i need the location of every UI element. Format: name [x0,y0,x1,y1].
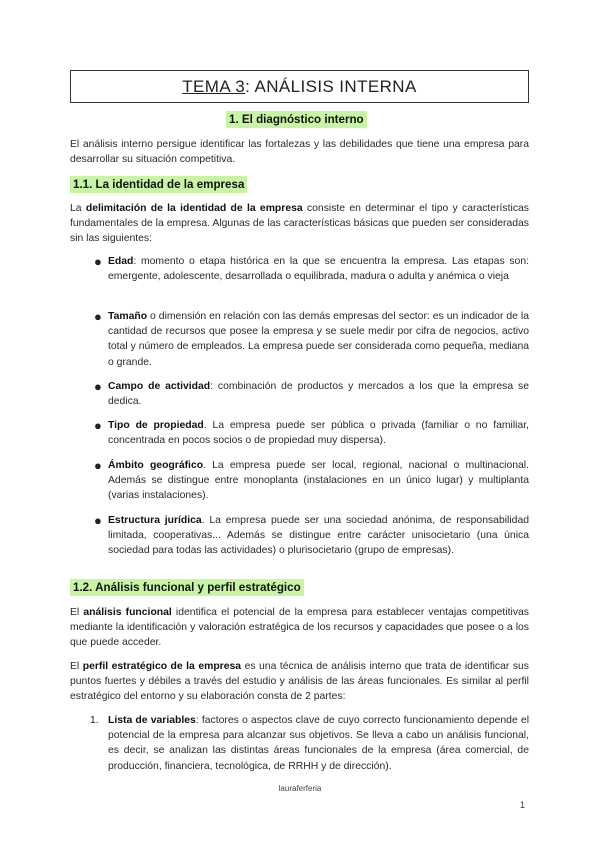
document-title-box [70,70,529,103]
section-1-heading: 1. El diagnóstico interno [226,111,367,128]
page-number: 1 [520,800,526,810]
bullet-dot: ● [94,309,102,324]
title-text: : ANÁLISIS INTERNA [245,76,417,96]
bullet-estructura-juridica: Estructura jurídica. La empresa puede ser una sociedad anónima, de responsabilidad limitada, cooperativas... Además se distingue entre carácter unisocietario (una única sociedad para todas las actividades) o plurisocietario (grupo de empresas). [108,515,530,557]
bullet-edad: Edad: momento o etapa histórica en la que se encuentra la empresa. Las etapas son: emergente, adolescente, desarrollada o equilibrada, madura o adulta y anémica o vieja [108,256,529,283]
section-1-1-heading: 1.1. La identidad de la empresa [70,176,247,193]
section-1-2-heading: 1.2. Análisis funcional y perfil estratégico [70,579,304,596]
bullet-ambito-geografico: Ámbito geográfico. La empresa puede ser local, regional, nacional o multinacional. Además se distingue entre monoplanta (instalaciones en un único lugar) y multiplanta (varias instalaciones). [108,460,529,502]
bullet-dot: ● [94,513,102,528]
list-number: 1. [90,715,99,726]
bullet-dot: ● [94,458,102,473]
bullet-dot: ● [94,379,102,394]
bullet-dot: ● [94,254,102,269]
title-topic: TEMA 3 [182,76,246,96]
bullet-campo-actividad: Campo de actividad: combinación de productos y mercados a los que la empresa se dedica. [108,381,529,408]
bullet-dot: ● [94,418,102,433]
section-1-paragraph: El análisis interno persigue identificar las fortalezas y las debilidades que tiene una empresa para desarrollar su situación competitiva. [70,139,529,166]
footer-author: lauraferferia [278,784,322,793]
list-item-lista-variables: Lista de variables: factores o aspectos clave de cuyo correcto funcionamiento depende el potencial de la empresa para alcanzar sus objetivos. Se lleva a cabo un análisis funcional, es decir, se analizan las distintas áreas funcionales de la empresa (área comercial, de producción, financiera, tecnológica, de RRHH y de dirección). [108,715,529,772]
bullet-tamano: Tamaño o dimensión en relación con las demás empresas del sector: es un indicador de la cantidad de recursos que posee la empresa y se suele medir por cifra de negocios, activo total y número de empleados. La empresa puede ser considerada como pequeña, mediana o grande. [108,311,529,368]
section-1-1-intro: La delimitación de la identidad de la empresa consiste en determinar el tipo y características fundamentales de la empresa. Algunas de las características básicas que pueden ser consideradas sin las siguientes: [70,203,529,245]
section-1-2-paragraph-1: El análisis funcional identifica el potencial de la empresa para establecer ventajas competitivas mediante la identificación y valoración estratégica de los recursos y capacidades que posee o a los que puede acceder. [70,607,529,649]
bullet-tipo-propiedad: Tipo de propiedad. La empresa puede ser pública o privada (familiar o no familiar, concentrada en pocos socios o de propiedad muy dispersa). [108,420,529,447]
section-1-2-paragraph-2: El perfil estratégico de la empresa es una técnica de análisis interno que trata de identificar sus puntos fuertes y débiles a través del estudio y análisis de las áreas funcionales. Es similar al perfil estratégico del entorno y su elaboración consta de 2 partes: [70,661,529,703]
